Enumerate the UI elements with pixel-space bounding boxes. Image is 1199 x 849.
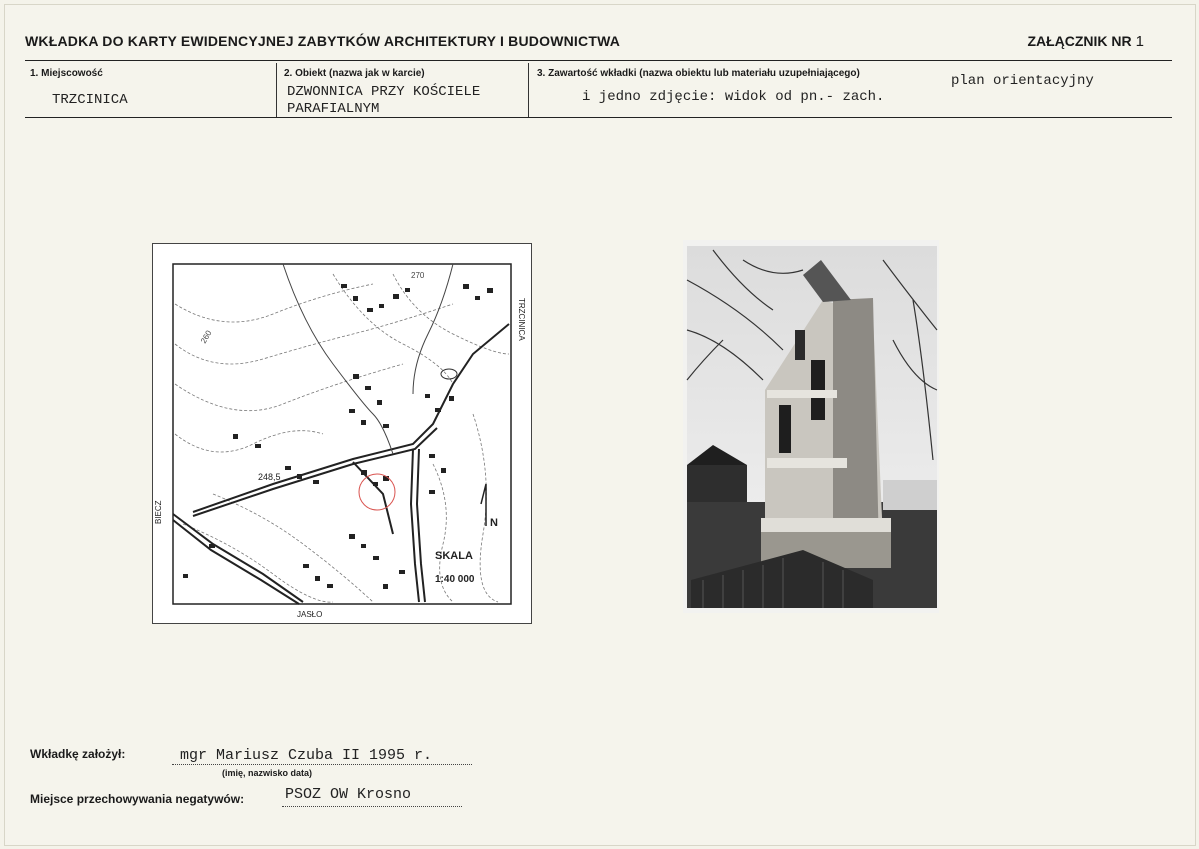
elevation-label-2: 270 <box>411 271 425 280</box>
document-title: WKŁADKA DO KARTY EWIDENCYJNEJ ZABYTKÓW ARCHITEKTURY I BUDOWNICTWA <box>25 33 621 49</box>
created-by-value: mgr Mariusz Czuba II 1995 r. <box>180 747 433 764</box>
field-1-label: 1. Miejscowość <box>30 68 103 79</box>
orientation-map <box>152 243 532 624</box>
annex-number-value: 1 <box>1135 33 1144 50</box>
scale-value: 1:40 000 <box>435 574 475 585</box>
field-3-value-line1: plan orientacyjny <box>951 73 1094 89</box>
negatives-storage-value: PSOZ OW Krosno <box>285 786 412 803</box>
map-label-biecz: BIECZ <box>154 500 163 524</box>
scale-label: SKALA <box>435 550 473 562</box>
field-2-value-line1: DZWONNICA PRZY KOŚCIELE <box>287 84 481 100</box>
field-2-value-line2: PARAFIALNYM <box>287 101 380 117</box>
bell-tower-photo <box>683 240 939 613</box>
fields-bottom-rule <box>25 117 1172 118</box>
field-1-value: TRZCINICA <box>52 92 128 108</box>
field-3-label: 3. Zawartość wkładki (nazwa obiektu lub materiału uzupełniającego) <box>537 68 860 79</box>
map-drawing <box>153 244 531 623</box>
north-label: N <box>490 517 498 529</box>
field-divider-2 <box>528 63 529 117</box>
annex-label: ZAŁĄCZNIK NR <box>1027 33 1132 49</box>
header-rule <box>25 60 1172 61</box>
photo-drawing <box>683 240 939 613</box>
elevation-label-1: 260 <box>198 328 214 345</box>
field-divider-1 <box>276 63 277 117</box>
elevation-label-3: 248,5 <box>258 472 281 482</box>
created-by-caption: (imię, nazwisko data) <box>222 768 313 778</box>
background-building <box>687 465 747 505</box>
map-label-trzcinica: TRZCINICA <box>517 298 526 341</box>
map-label-jaslo: JASŁO <box>297 610 323 619</box>
created-by-line <box>172 764 472 765</box>
field-2-label: 2. Obiekt (nazwa jak w karcie) <box>284 68 425 79</box>
negatives-storage-line <box>282 806 462 807</box>
created-by-label: Wkładkę założył: <box>30 747 126 761</box>
field-3-value-line2: i jedno zdjęcie: widok od pn.- zach. <box>582 89 885 105</box>
annex-number <box>1027 33 1144 50</box>
negatives-storage-label: Miejsce przechowywania negatywów: <box>30 792 245 806</box>
